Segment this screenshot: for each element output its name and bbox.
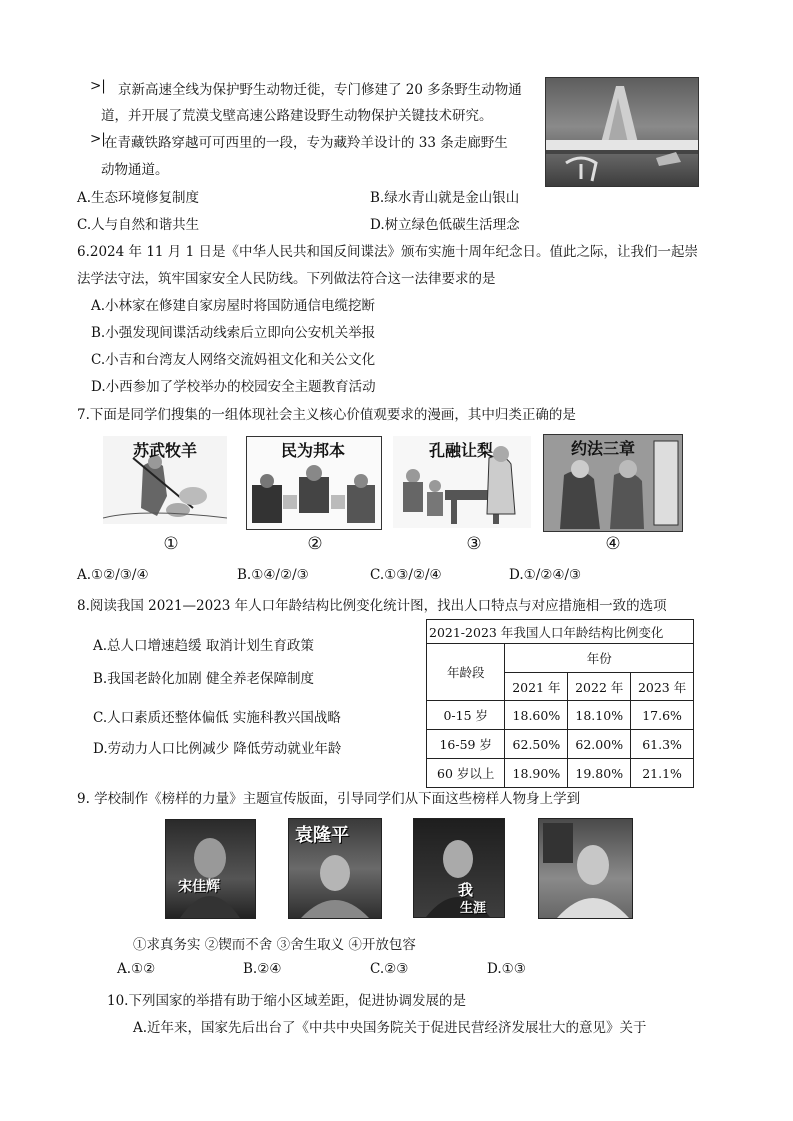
value-cell: 21.1% xyxy=(631,759,694,788)
age-header: 年龄段 xyxy=(427,644,505,701)
q10-option-a: A.近年来，国家先后出台了《中共中央国务院关于促进民营经济发展壮大的意见》关于 xyxy=(133,1020,647,1036)
poster-name-1: 宋佳辉 xyxy=(178,879,220,895)
value-cell: 19.80% xyxy=(568,759,631,788)
year-header: 年份 xyxy=(505,644,694,673)
q5-option-b: B.绿水青山就是金山银山 xyxy=(370,190,520,206)
role-model-poster-4 xyxy=(538,818,633,919)
q7-option-b: B.①④/②/③ xyxy=(237,567,309,583)
q6-option-b: B.小强发现间谍活动线索后立即向公安机关举报 xyxy=(91,325,376,341)
year-2021: 2021 年 xyxy=(505,673,568,701)
age-cell: 16-59 岁 xyxy=(427,730,505,759)
q7-option-a: A.①②/③/④ xyxy=(77,567,149,583)
q9-stem: 9. 学校制作《榜样的力量》主题宣传版面，引导同学们从下面这些榜样人物身上学到 xyxy=(77,791,581,807)
bullet-mark: >| xyxy=(90,131,106,147)
q7-option-c: C.①③/②/④ xyxy=(370,567,442,583)
year-2023: 2023 年 xyxy=(631,673,694,701)
q6-stem-line1: 6.2024 年 11 月 1 日是《中华人民共和国反间谍法》颁布实施十周年纪念日。值此之际，让我们一起崇 xyxy=(77,244,698,260)
q9-option-d: D.①③ xyxy=(487,961,526,977)
q7-option-d: D.①/②④/③ xyxy=(509,567,582,583)
bullet-mark: >| xyxy=(90,78,106,94)
poster-name-4: 生涯 xyxy=(460,901,487,916)
value-cell: 62.50% xyxy=(505,730,568,759)
q5-option-a: A.生态环境修复制度 xyxy=(77,190,200,206)
q5-option-d: D.树立绿色低碳生活理念 xyxy=(370,217,520,233)
poster-name-2: 袁隆平 xyxy=(295,825,349,846)
table-row xyxy=(427,701,694,730)
cartoon-number-4: ④ xyxy=(605,534,621,554)
role-model-poster-1 xyxy=(165,819,256,919)
year-2022: 2022 年 xyxy=(568,673,631,701)
q9-option-b: B.②④ xyxy=(243,961,282,977)
q8-option-b: B.我国老龄化加剧 健全养老保障制度 xyxy=(93,671,315,687)
cartoon-number-1: ① xyxy=(163,534,179,554)
role-model-poster-2 xyxy=(288,818,382,919)
q10-stem: 10.下列国家的举措有助于缩小区域差距，促进协调发展的是 xyxy=(107,993,466,1009)
q7-stem: 7.下面是同学们搜集的一组体现社会主义核心价值观要求的漫画，其中归类正确的是 xyxy=(77,407,576,423)
value-cell: 18.90% xyxy=(505,759,568,788)
cartoon-caption-2: 民为邦本 xyxy=(280,441,345,460)
q6-option-d: D.小西参加了学校举办的校园安全主题教育活动 xyxy=(91,379,376,395)
cartoon-caption-3: 孔融让梨 xyxy=(428,441,493,460)
table-row xyxy=(427,730,694,759)
q5-option-c: C.人与自然和谐共生 xyxy=(77,217,200,233)
q8-option-d: D.劳动力人口比例减少 降低劳动就业年龄 xyxy=(93,741,342,757)
table-row xyxy=(427,759,694,788)
cartoon-number-2: ② xyxy=(307,534,323,554)
value-cell: 62.00% xyxy=(568,730,631,759)
role-model-poster-3 xyxy=(413,818,505,918)
q6-stem-line2: 法学法守法，筑牢国家安全人民防线。下列做法符合这一法律要求的是 xyxy=(77,271,496,287)
q9-option-c: C.②③ xyxy=(370,961,409,977)
value-cell: 61.3% xyxy=(631,730,694,759)
q6-option-a: A.小林家在修建自家房屋时将国防通信电缆挖断 xyxy=(91,298,376,314)
q5-bullet1-line1: 京新高速全线为保护野生动物迁徙，专门修建了 20 多条野生动物通 xyxy=(118,82,522,98)
q8-stem: 8.阅读我国 2021—2023 年人口年龄结构比例变化统计图，找出人口特点与对应措施相一致的选项 xyxy=(77,598,667,614)
age-cell: 60 岁以上 xyxy=(427,759,505,788)
cartoon-number-3: ③ xyxy=(466,534,482,554)
population-table xyxy=(426,619,694,788)
q6-option-c: C.小吉和台湾友人网络交流妈祖文化和关公文化 xyxy=(91,352,376,368)
q5-bullet1-line2: 道，并开展了荒漠戈壁高速公路建设野生动物保护关键技术研究。 xyxy=(101,108,493,124)
q5-bullet2-line1: 在青藏铁路穿越可可西里的一段，专为藏羚羊设计的 33 条走廊野生 xyxy=(104,135,508,151)
table-title: 2021-2023 年我国人口年龄结构比例变化 xyxy=(427,620,694,644)
wildlife-passage-photo xyxy=(545,77,699,187)
poster-name-3: 我 xyxy=(458,881,474,899)
q5-bullet2-line2: 动物通道。 xyxy=(101,162,169,178)
value-cell: 18.10% xyxy=(568,701,631,730)
cartoon-caption-4: 约法三章 xyxy=(570,439,635,458)
q9-option-a: A.①② xyxy=(117,961,156,977)
value-cell: 17.6% xyxy=(631,701,694,730)
age-cell: 0-15 岁 xyxy=(427,701,505,730)
value-cell: 18.60% xyxy=(505,701,568,730)
q8-option-c: C.人口素质还整体偏低 实施科教兴国战略 xyxy=(93,710,341,726)
q8-option-a: A.总人口增速趋缓 取消计划生育政策 xyxy=(93,638,314,654)
cartoon-caption-1: 苏武牧羊 xyxy=(132,441,197,460)
q9-items: ①求真务实 ②锲而不舍 ③舍生取义 ④开放包容 xyxy=(133,937,416,953)
